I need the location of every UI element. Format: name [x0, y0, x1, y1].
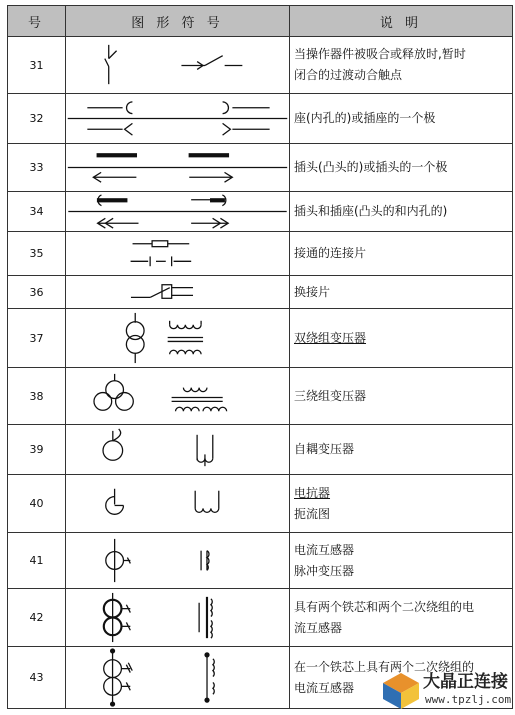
row-description: 双绕组变压器 [290, 309, 513, 368]
row-description: 插头(凸头的)或插头的一个极 [290, 144, 513, 192]
table-row [8, 37, 513, 94]
symbol-transient-contact [66, 37, 290, 94]
row-number: 43 [8, 647, 66, 709]
row-number: 40 [8, 475, 66, 533]
watermark [381, 665, 511, 713]
table-row [8, 144, 513, 192]
symbol-two-winding-transformer [66, 309, 290, 368]
row-number: 36 [8, 276, 66, 309]
symbol-socket-pole [66, 94, 290, 144]
row-number: 38 [8, 368, 66, 425]
row-number: 34 [8, 192, 66, 232]
table-row [8, 276, 513, 309]
symbol-two-core-current-transformer [66, 589, 290, 647]
row-description: 三绕组变压器 [290, 368, 513, 425]
symbol-connecting-link [66, 232, 290, 276]
table-row [8, 368, 513, 425]
table-row [8, 309, 513, 368]
row-description: 换接片 [290, 276, 513, 309]
header-description: 说 明 [290, 6, 513, 37]
row-description: 座(内孔的)或插座的一个极 [290, 94, 513, 144]
table-row [8, 475, 513, 533]
row-number: 41 [8, 533, 66, 589]
table-row [8, 425, 513, 475]
symbol-current-transformer [66, 533, 290, 589]
row-description: 自耦变压器 [290, 425, 513, 475]
watermark-url: www.tpzlj.com [425, 693, 512, 706]
row-number: 31 [8, 37, 66, 94]
row-number: 32 [8, 94, 66, 144]
row-number: 39 [8, 425, 66, 475]
table-row [8, 533, 513, 589]
header-symbol: 图 形 符 号 [66, 6, 290, 37]
table-row [8, 192, 513, 232]
symbol-changeover-link [66, 276, 290, 309]
table-header [8, 6, 513, 37]
table-row [8, 232, 513, 276]
row-number: 35 [8, 232, 66, 276]
symbol-plug-pole [66, 144, 290, 192]
symbol-one-core-two-secondary-current-transformer [66, 647, 290, 709]
table-row [8, 94, 513, 144]
table-row [8, 589, 513, 647]
symbol-three-winding-transformer [66, 368, 290, 425]
watermark-name: 大晶正连接 [423, 672, 508, 692]
symbol-table [7, 5, 513, 709]
symbol-reactor [66, 475, 290, 533]
row-description: 电抗器 扼流图 [290, 475, 513, 533]
row-number: 33 [8, 144, 66, 192]
brand-logo-icon [381, 671, 421, 711]
row-description: 在一个铁芯上具有两个二次绕组的 电流互感器 [290, 647, 513, 709]
row-description: 具有两个铁芯和两个二次绕组的电 流互感器 [290, 589, 513, 647]
row-number: 37 [8, 309, 66, 368]
row-description: 插头和插座(凸头的和内孔的) [290, 192, 513, 232]
row-description: 电流互感器 脉冲变压器 [290, 533, 513, 589]
row-description: 接通的连接片 [290, 232, 513, 276]
header-number: 号 [8, 6, 66, 37]
row-number: 42 [8, 589, 66, 647]
symbol-plug-and-socket [66, 192, 290, 232]
symbol-autotransformer [66, 425, 290, 475]
row-description: 当操作器件被吸合或释放时,暂时 闭合的过渡动合触点 [290, 37, 513, 94]
